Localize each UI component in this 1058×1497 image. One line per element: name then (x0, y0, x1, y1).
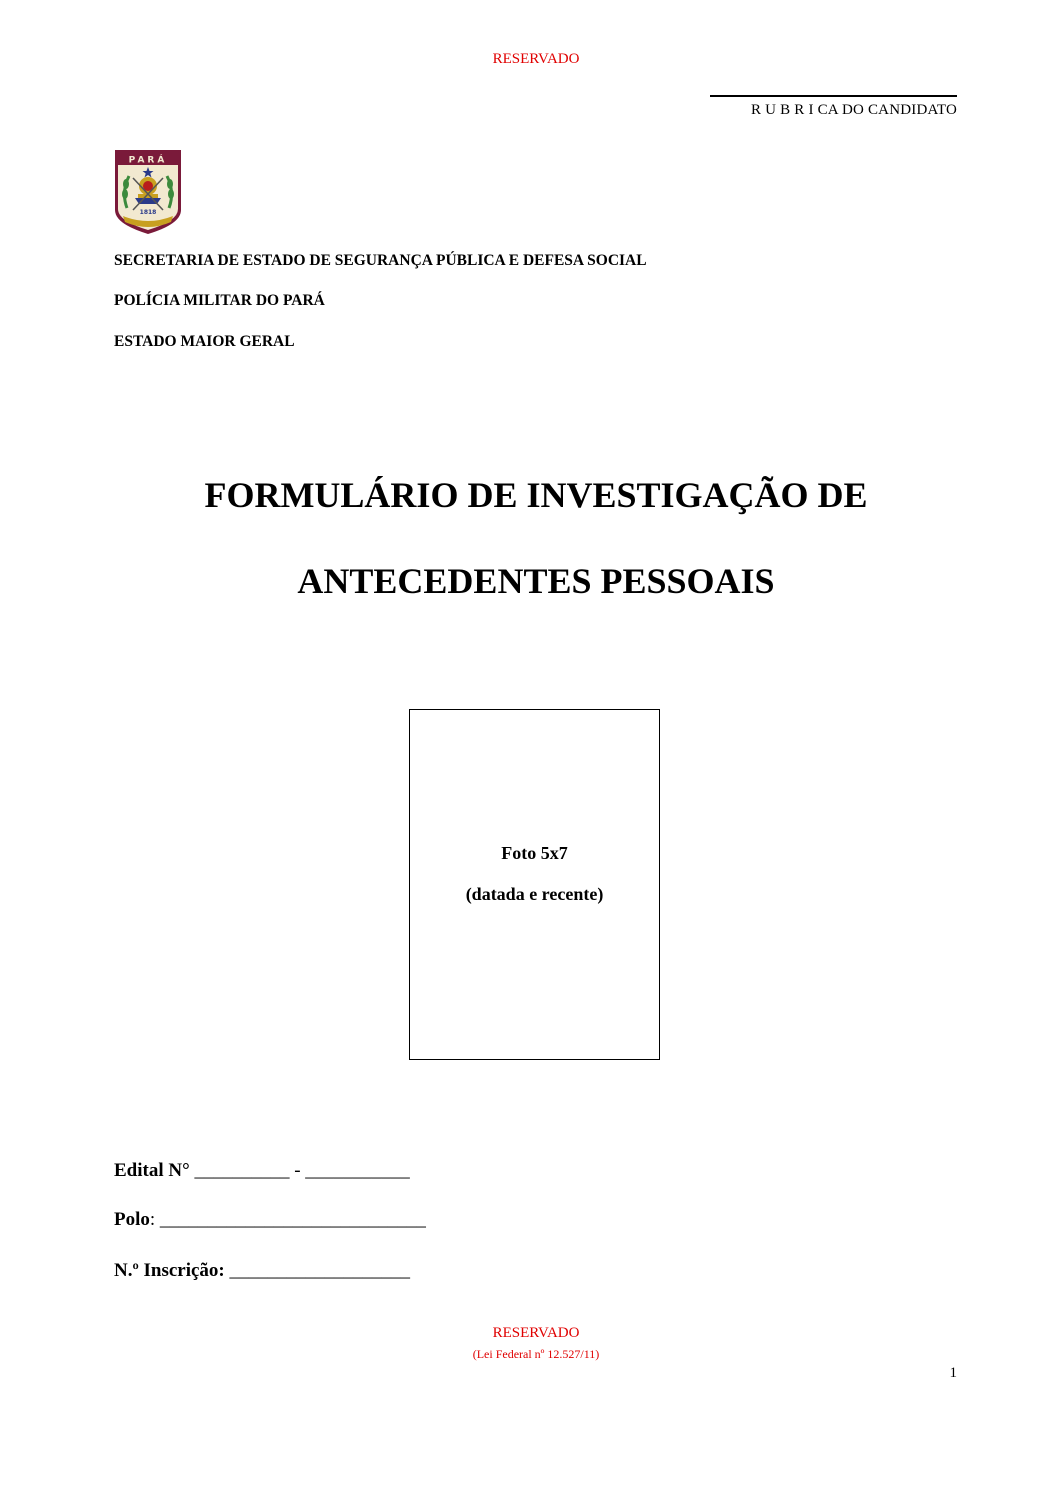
document-title-line2: ANTECEDENTES PESSOAIS (297, 561, 775, 601)
polo-field (114, 1209, 426, 1231)
crest-top-text: PARÁ (128, 155, 168, 166)
organization-secretariat: SECRETARIA DE ESTADO DE SEGURANÇA PÚBLICA E DEFESA SOCIAL (114, 252, 647, 269)
candidate-signature-line (710, 95, 957, 97)
polo-blank: : ____________________________ (149, 1209, 426, 1230)
edital-blank: __________ - ___________ (189, 1160, 410, 1181)
organization-military-police: POLÍCIA MILITAR DO PARÁ (114, 292, 325, 309)
organization-general-staff: ESTADO MAIOR GERAL (114, 333, 295, 350)
candidate-signature-label: R U B R I CA DO CANDIDATO (751, 102, 957, 118)
edital-number-field (114, 1160, 410, 1182)
edital-label: Edital N° (114, 1160, 190, 1181)
page-number: 1 (949, 1365, 957, 1381)
inscricao-label: N.º Inscrição: (114, 1260, 225, 1281)
document-title-line1: FORMULÁRIO DE INVESTIGAÇÃO DE (204, 475, 868, 515)
law-reference: (Lei Federal nº 12.527/11) (472, 1347, 600, 1361)
reserved-marking-top: RESERVADO (492, 51, 580, 67)
photo-instruction-label: (datada e recente) (465, 884, 604, 904)
photo-size-label: Foto 5x7 (501, 843, 568, 863)
inscricao-blank: ___________________ (224, 1260, 411, 1281)
registration-number-field (114, 1260, 410, 1282)
polo-label: Polo (114, 1209, 150, 1230)
crest-year: 1818 (139, 209, 157, 216)
para-military-police-crest-icon (113, 148, 183, 236)
reserved-marking-bottom: RESERVADO (492, 1325, 580, 1341)
